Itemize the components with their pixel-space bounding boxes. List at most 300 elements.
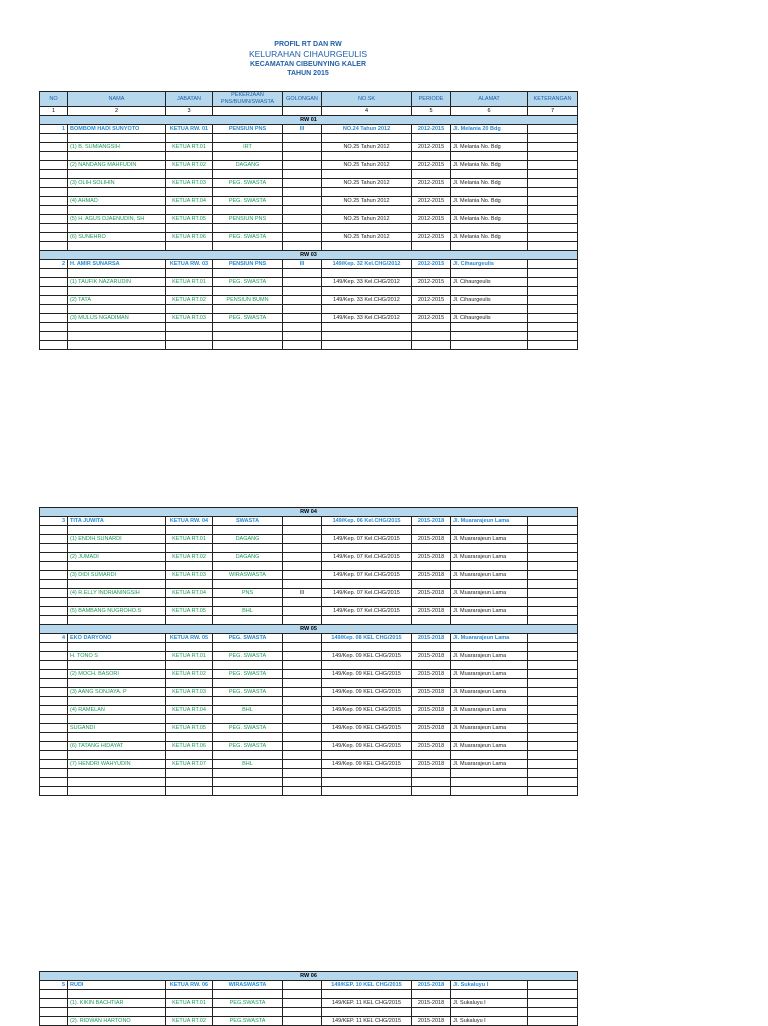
spacer-row <box>40 206 578 215</box>
empty-cell <box>213 715 283 724</box>
cell-sk: 149/Kep. 07 Kel.CHG/2015 <box>322 589 412 598</box>
empty-cell <box>40 269 68 278</box>
section-title: RW 05 <box>40 625 578 634</box>
empty-cell <box>412 134 451 143</box>
cell-jabatan: KETUA RW. 04 <box>166 517 213 526</box>
empty-cell <box>166 152 213 161</box>
cell-alamat: Jl. Muararajeun Lama <box>451 652 528 661</box>
empty-cell <box>528 305 578 314</box>
empty-cell <box>40 1008 68 1017</box>
cell-pekerjaan: DAGANG <box>213 553 283 562</box>
empty-cell <box>283 206 322 215</box>
empty-cell <box>528 697 578 706</box>
spacer-row <box>40 152 578 161</box>
empty-cell <box>451 544 528 553</box>
cell-sk: NO.25 Tahun 2012 <box>322 215 412 224</box>
cell-jabatan: KETUA RT.03 <box>166 688 213 697</box>
cell-alamat: Jl. Muararajeun Lama <box>451 688 528 697</box>
empty-cell <box>213 598 283 607</box>
empty-cell <box>166 287 213 296</box>
empty-cell <box>283 787 322 796</box>
empty-cell <box>412 778 451 787</box>
cell-no <box>40 197 68 206</box>
empty-cell <box>322 616 412 625</box>
empty-cell <box>451 616 528 625</box>
empty-cell <box>283 715 322 724</box>
rt-leader-row <box>40 589 578 598</box>
empty-cell <box>322 787 412 796</box>
cell-periode: 2015-2018 <box>412 981 451 990</box>
cell-sk: 149/Kep. 07 Kel.CHG/2015 <box>322 553 412 562</box>
empty-cell <box>166 990 213 999</box>
section-header-row <box>40 116 578 125</box>
col-jabatan: JABATAN <box>166 92 213 107</box>
empty-cell <box>213 206 283 215</box>
cell-golongan <box>283 742 322 751</box>
empty-cell <box>166 751 213 760</box>
empty-cell <box>166 778 213 787</box>
cell-periode: 2015-2018 <box>412 688 451 697</box>
spacer-row <box>40 332 578 341</box>
empty-cell <box>412 526 451 535</box>
col-periode: PERIODE <box>412 92 451 107</box>
empty-cell <box>412 269 451 278</box>
empty-cell <box>213 188 283 197</box>
cell-alamat: Jl. Muararajeun Lama <box>451 706 528 715</box>
cell-periode: 2015-2018 <box>412 589 451 598</box>
empty-cell <box>40 715 68 724</box>
cell-alamat: Jl. Cihaurgeulis <box>451 314 528 323</box>
empty-cell <box>68 751 166 760</box>
cell-pekerjaan: PEG. SWASTA <box>213 742 283 751</box>
cell-nama: H. TONO S <box>68 652 166 661</box>
empty-cell <box>451 787 528 796</box>
empty-cell <box>40 616 68 625</box>
rt-leader-row <box>40 215 578 224</box>
cell-nama: (3) MULUS NGADIMAN <box>68 314 166 323</box>
cell-alamat: Jl. Sukaluyu I <box>451 999 528 1008</box>
cell-pekerjaan: BHL <box>213 607 283 616</box>
empty-cell <box>166 661 213 670</box>
empty-cell <box>451 733 528 742</box>
empty-cell <box>283 341 322 350</box>
cell-keterangan <box>528 724 578 733</box>
section-title: RW 03 <box>40 251 578 260</box>
cell-periode: 2012-2015 <box>412 179 451 188</box>
cell-no <box>40 760 68 769</box>
empty-cell <box>40 332 68 341</box>
spacer-row <box>40 616 578 625</box>
cell-alamat: Jl. Muararajeun Lama <box>451 742 528 751</box>
empty-cell <box>40 188 68 197</box>
empty-cell <box>213 341 283 350</box>
empty-cell <box>283 679 322 688</box>
empty-cell <box>166 332 213 341</box>
cell-no <box>40 278 68 287</box>
cell-nama: RUDI <box>68 981 166 990</box>
empty-cell <box>166 679 213 688</box>
cell-no: 3 <box>40 517 68 526</box>
empty-cell <box>40 242 68 251</box>
spacer-row <box>40 242 578 251</box>
empty-cell <box>283 751 322 760</box>
empty-cell <box>322 242 412 251</box>
empty-cell <box>322 323 412 332</box>
cell-no <box>40 1017 68 1026</box>
empty-cell <box>40 769 68 778</box>
cell-periode: 2015-2018 <box>412 571 451 580</box>
empty-cell <box>213 990 283 999</box>
empty-cell <box>166 206 213 215</box>
empty-cell <box>528 778 578 787</box>
empty-cell <box>283 287 322 296</box>
cell-golongan: III <box>283 589 322 598</box>
cell-keterangan <box>528 125 578 134</box>
empty-cell <box>412 769 451 778</box>
empty-cell <box>412 679 451 688</box>
empty-cell <box>528 661 578 670</box>
cell-jabatan: KETUA RT.02 <box>166 1017 213 1026</box>
rw-leader-row <box>40 981 578 990</box>
cell-pekerjaan: PNS <box>213 589 283 598</box>
colnum: 6 <box>451 107 528 116</box>
empty-cell <box>322 526 412 535</box>
cell-golongan <box>283 724 322 733</box>
cell-sk: NO.24 Tahun 2012 <box>322 125 412 134</box>
cell-nama: (4) R.ELLY INDRIANINGSIH <box>68 589 166 598</box>
spacer-row <box>40 769 578 778</box>
empty-cell <box>528 188 578 197</box>
spacer-row <box>40 562 578 571</box>
empty-cell <box>40 697 68 706</box>
cell-nama: (4) RAMELAN <box>68 706 166 715</box>
empty-cell <box>68 242 166 251</box>
rt-leader-row <box>40 233 578 242</box>
empty-cell <box>40 305 68 314</box>
empty-cell <box>322 679 412 688</box>
cell-keterangan <box>528 742 578 751</box>
cell-periode: 2015-2018 <box>412 706 451 715</box>
empty-cell <box>322 661 412 670</box>
empty-cell <box>412 733 451 742</box>
rt-leader-row <box>40 314 578 323</box>
empty-cell <box>451 562 528 571</box>
cell-no <box>40 296 68 305</box>
cell-golongan <box>283 1017 322 1026</box>
cell-pekerjaan: WIRASWASTA <box>213 571 283 580</box>
empty-cell <box>412 224 451 233</box>
empty-cell <box>528 152 578 161</box>
empty-cell <box>412 697 451 706</box>
cell-alamat: Jl. Cihaurgeulis <box>451 296 528 305</box>
empty-cell <box>412 661 451 670</box>
empty-cell <box>412 562 451 571</box>
rt-leader-row <box>40 535 578 544</box>
cell-keterangan <box>528 760 578 769</box>
empty-cell <box>528 224 578 233</box>
cell-no <box>40 233 68 242</box>
empty-cell <box>451 661 528 670</box>
empty-cell <box>40 152 68 161</box>
empty-cell <box>166 305 213 314</box>
empty-cell <box>451 287 528 296</box>
empty-cell <box>40 134 68 143</box>
cell-golongan <box>283 688 322 697</box>
title-line-1: PROFIL RT DAN RW <box>274 41 342 48</box>
empty-cell <box>451 778 528 787</box>
empty-cell <box>213 242 283 251</box>
cell-jabatan: KETUA RT.05 <box>166 215 213 224</box>
section-header-row <box>40 251 578 260</box>
cell-alamat: Jl. Muararajeun Lama <box>451 724 528 733</box>
empty-cell <box>322 544 412 553</box>
rt-leader-row <box>40 553 578 562</box>
spacer-row <box>40 341 578 350</box>
empty-cell <box>283 643 322 652</box>
empty-cell <box>40 526 68 535</box>
cell-nama: (2) JUMADI <box>68 553 166 562</box>
cell-jabatan: KETUA RW. 06 <box>166 981 213 990</box>
cell-sk: 149/Kep. 07 Kel.CHG/2015 <box>322 535 412 544</box>
empty-cell <box>213 679 283 688</box>
empty-cell <box>40 224 68 233</box>
empty-cell <box>451 715 528 724</box>
cell-pekerjaan: DAGANG <box>213 161 283 170</box>
colnum: 4 <box>322 107 412 116</box>
cell-golongan <box>283 215 322 224</box>
cell-periode: 2015-2018 <box>412 742 451 751</box>
empty-cell <box>40 990 68 999</box>
rt-leader-row <box>40 760 578 769</box>
empty-cell <box>283 544 322 553</box>
cell-pekerjaan: PEG. SWASTA <box>213 724 283 733</box>
rt-leader-row <box>40 688 578 697</box>
empty-cell <box>528 643 578 652</box>
col-keterangan: KETERANGAN <box>528 92 578 107</box>
empty-cell <box>40 206 68 215</box>
empty-cell <box>68 206 166 215</box>
cell-pekerjaan: SWASTA <box>213 517 283 526</box>
cell-keterangan <box>528 197 578 206</box>
cell-periode: 2012-2015 <box>412 233 451 242</box>
cell-jabatan: KETUA RW. 05 <box>166 634 213 643</box>
empty-cell <box>68 769 166 778</box>
empty-cell <box>322 778 412 787</box>
empty-cell <box>528 526 578 535</box>
cell-sk: 149/Kep. 33 Kel.CHG/2012 <box>322 296 412 305</box>
empty-cell <box>166 697 213 706</box>
empty-cell <box>68 224 166 233</box>
empty-cell <box>528 323 578 332</box>
title-line-4: TAHUN 2015 <box>287 70 329 77</box>
empty-cell <box>166 733 213 742</box>
cell-periode: 2015-2018 <box>412 724 451 733</box>
rt-leader-row <box>40 706 578 715</box>
cell-pekerjaan: PEG. SWASTA <box>213 688 283 697</box>
cell-no <box>40 688 68 697</box>
empty-cell <box>412 170 451 179</box>
empty-cell <box>283 616 322 625</box>
cell-no <box>40 535 68 544</box>
cell-pekerjaan: WIRASWASTA <box>213 981 283 990</box>
empty-cell <box>322 643 412 652</box>
cell-pekerjaan: PENSIUN PNS <box>213 215 283 224</box>
cell-nama: (6) TATANG HIDAYAT <box>68 742 166 751</box>
empty-cell <box>213 170 283 179</box>
cell-nama: (1) ENDIH SUNARDI <box>68 535 166 544</box>
empty-cell <box>322 990 412 999</box>
empty-cell <box>412 323 451 332</box>
cell-nama: (7) HENDRI WAHYUDIN <box>68 760 166 769</box>
cell-pekerjaan: PEG. SWASTA <box>213 197 283 206</box>
cell-nama: (3) OLIH SOLIHIN <box>68 179 166 188</box>
cell-nama: (5) BAMBANG NUGROHO.S <box>68 607 166 616</box>
cell-golongan <box>283 278 322 287</box>
empty-cell <box>451 1008 528 1017</box>
empty-cell <box>68 679 166 688</box>
rt-leader-row <box>40 742 578 751</box>
cell-sk: 149/Kep. 09 KEL CHG/2015 <box>322 742 412 751</box>
cell-no <box>40 215 68 224</box>
cell-sk: 149/Kep. 09 KEL CHG/2015 <box>322 724 412 733</box>
empty-cell <box>68 134 166 143</box>
cell-jabatan: KETUA RT.04 <box>166 589 213 598</box>
empty-cell <box>166 170 213 179</box>
cell-sk: 149/Kep. 09 KEL CHG/2015 <box>322 652 412 661</box>
cell-no <box>40 553 68 562</box>
empty-cell <box>322 152 412 161</box>
cell-pekerjaan: PENSIUN PNS <box>213 260 283 269</box>
rw-leader-row <box>40 517 578 526</box>
empty-cell <box>68 787 166 796</box>
empty-cell <box>451 598 528 607</box>
cell-pekerjaan: PEG. SWASTA <box>213 652 283 661</box>
empty-cell <box>40 287 68 296</box>
cell-jabatan: KETUA RT.02 <box>166 553 213 562</box>
empty-cell <box>40 778 68 787</box>
cell-sk: 149/Kep. 09 KEL CHG/2015 <box>322 760 412 769</box>
empty-cell <box>451 643 528 652</box>
cell-pekerjaan: PEG. SWASTA <box>213 233 283 242</box>
cell-alamat: Jl. Muararajeun Lama <box>451 535 528 544</box>
cell-periode: 2012-2015 <box>412 161 451 170</box>
cell-no <box>40 607 68 616</box>
empty-cell <box>412 787 451 796</box>
empty-cell <box>412 715 451 724</box>
empty-cell <box>451 341 528 350</box>
empty-cell <box>68 526 166 535</box>
colnum: 7 <box>528 107 578 116</box>
empty-cell <box>213 526 283 535</box>
rt-leader-row <box>40 999 578 1008</box>
empty-cell <box>166 341 213 350</box>
empty-cell <box>528 341 578 350</box>
rt-leader-row <box>40 143 578 152</box>
cell-keterangan <box>528 706 578 715</box>
empty-cell <box>283 323 322 332</box>
cell-no <box>40 706 68 715</box>
empty-cell <box>451 242 528 251</box>
empty-cell <box>528 990 578 999</box>
empty-cell <box>213 544 283 553</box>
spacer-row <box>40 526 578 535</box>
cell-periode: 2012-2015 <box>412 197 451 206</box>
empty-cell <box>283 188 322 197</box>
cell-no <box>40 670 68 679</box>
cell-sk: 149/Kep. 32 Kel.CHG/2012 <box>322 260 412 269</box>
cell-nama: (6) SUNEHRO <box>68 233 166 242</box>
cell-golongan <box>283 571 322 580</box>
empty-cell <box>528 1008 578 1017</box>
cell-jabatan: KETUA RT.06 <box>166 742 213 751</box>
empty-cell <box>213 580 283 589</box>
cell-no <box>40 652 68 661</box>
spacer-row <box>40 778 578 787</box>
cell-pekerjaan: PENSIUN BUMN <box>213 296 283 305</box>
spacer-row <box>40 305 578 314</box>
cell-sk: 149/Kep. 09 KEL CHG/2015 <box>322 688 412 697</box>
empty-cell <box>283 769 322 778</box>
cell-no <box>40 589 68 598</box>
empty-cell <box>283 1008 322 1017</box>
cell-nama: (4) AHMAD <box>68 197 166 206</box>
empty-cell <box>213 224 283 233</box>
empty-cell <box>322 598 412 607</box>
cell-alamat: Jl. Melania No. Bdg <box>451 161 528 170</box>
empty-cell <box>68 1008 166 1017</box>
colnum <box>213 107 283 116</box>
cell-no <box>40 724 68 733</box>
empty-cell <box>528 715 578 724</box>
col-nama: NAMA <box>68 92 166 107</box>
empty-cell <box>283 598 322 607</box>
col-no: NO <box>40 92 68 107</box>
empty-cell <box>283 580 322 589</box>
cell-keterangan <box>528 1017 578 1026</box>
cell-keterangan <box>528 314 578 323</box>
col-alamat: ALAMAT <box>451 92 528 107</box>
cell-periode: 2015-2018 <box>412 634 451 643</box>
cell-sk: 149/Kep. 06 Kel.CHG/2015 <box>322 517 412 526</box>
cell-golongan <box>283 760 322 769</box>
cell-periode: 2012-2015 <box>412 143 451 152</box>
empty-cell <box>166 616 213 625</box>
empty-cell <box>322 188 412 197</box>
cell-sk: 149/KEP. 11 KEL CHG/2015 <box>322 1017 412 1026</box>
cell-alamat: Jl. Muararajeun Lama <box>451 607 528 616</box>
cell-jabatan: KETUA RT.01 <box>166 535 213 544</box>
empty-cell <box>68 715 166 724</box>
empty-cell <box>412 990 451 999</box>
cell-golongan: III <box>283 260 322 269</box>
cell-keterangan <box>528 670 578 679</box>
empty-cell <box>68 544 166 553</box>
cell-no <box>40 571 68 580</box>
empty-cell <box>528 242 578 251</box>
empty-cell <box>322 206 412 215</box>
empty-cell <box>412 332 451 341</box>
empty-cell <box>412 616 451 625</box>
empty-cell <box>40 544 68 553</box>
spacer-row <box>40 697 578 706</box>
cell-sk: 149/KEP. 10 KEL CHG/2015 <box>322 981 412 990</box>
empty-cell <box>528 679 578 688</box>
cell-keterangan <box>528 607 578 616</box>
cell-alamat: Jl. Sukaluyu I <box>451 981 528 990</box>
cell-nama: (2). RIDWAN HARTONO <box>68 1017 166 1026</box>
cell-pekerjaan: PEG. SWASTA <box>213 179 283 188</box>
cell-alamat: Jl. Muararajeun Lama <box>451 553 528 562</box>
